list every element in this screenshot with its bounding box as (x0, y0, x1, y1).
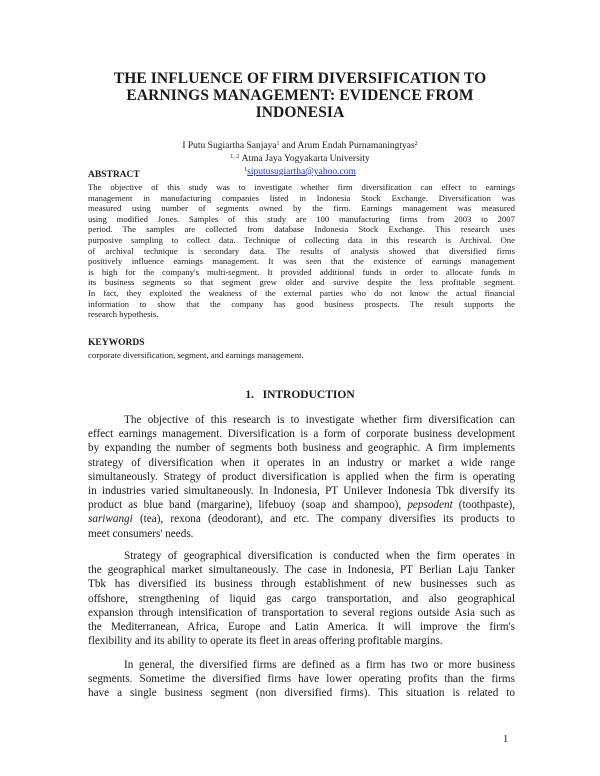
author-and: and (279, 141, 298, 151)
body-line: Tbk has diversified its business through establishment of new businesses such as (88, 578, 515, 591)
body-line: meet consumers' needs. (88, 527, 194, 540)
affiliation-sup: 1, 2 (230, 154, 240, 160)
body-line: expansion through intensification of transportation to several regions outside Asia such as (88, 606, 515, 619)
abstract-line: purposive sampling to collect data. Technique of collecting data in this research is Archival. One (88, 234, 515, 245)
abstract-line: period. The samples are collected from database Indonesia Stock Exchange. This research uses (88, 224, 515, 235)
body-text: (tea), rexona (deodorant), and etc. The company diversifies its products to (132, 513, 515, 526)
body-line: strategy of diversification when it operates in an industry or market a wide range (88, 456, 515, 469)
author-2: Arum Endah Purnamaningtyas (297, 141, 415, 151)
body-line: the Mediterranean, Africa, Europe and Latin America. It will improve the firm's (88, 621, 515, 634)
body-line: have a single business segment (non diversified firms). This situation is related to (88, 687, 515, 700)
body-line: segments. Sometime the diversified firms have lower operating profits than the firms (88, 673, 515, 686)
abstract-line: management in manufacturing companies listed in Indonesia Stock Exchange. Diversification was (88, 192, 515, 203)
author-2-sup: 2 (414, 141, 418, 147)
body-line: The objective of this research is to investigate whether firm diversification can (124, 414, 515, 426)
title-line: EARNINGS MANAGEMENT: EVIDENCE FROM (126, 87, 474, 104)
author-names (60, 139, 540, 152)
body-line: effect earnings management. Diversification is a form of corporate business development (88, 428, 515, 441)
abstract-line: measured using number of segments owned by the firm. Earnings management was measured (88, 203, 515, 214)
author-email-link[interactable]: siputusugiartha@yahoo.com (247, 167, 356, 177)
abstract-line: The objective of this study was to investigate whether firm diversification can effect to earnings (88, 182, 515, 192)
affiliation (60, 152, 540, 165)
body-line: the geographical market simultaneously. The case in Indonesia, PT Berlian Laju Tanker (88, 564, 515, 577)
body-text: product as blue band (margarine), lifebuoy (soap and shampoo), (88, 499, 402, 512)
body-line-mixed (88, 512, 515, 526)
brand-name-italic: pepsodent (407, 499, 453, 512)
paper-title (60, 70, 540, 121)
intro-paragraph-2 (88, 549, 515, 648)
body-line: in industries varied simultaneously. In Indonesia, PT Unilever Indonesia Tbk diversify its (88, 485, 515, 498)
affiliation-name: Atma Jaya Yogyakarta University (241, 154, 370, 164)
abstract-heading: ABSTRACT (88, 170, 140, 180)
abstract-line: research hypothesis. (88, 309, 159, 320)
brand-name-italic: sariwangi (88, 513, 133, 526)
abstract-line: In fact, they exploited the weakness of the external parties who do not know the actual financial (88, 287, 515, 298)
abstract-line: its business segments so that segment grew older and survive despite the less profitable segment. (88, 277, 515, 288)
abstract-line: positively influence earnings management. It was seen that the existence of earnings management (88, 256, 515, 267)
author-1-sup: 1 (276, 141, 280, 147)
body-line: simultaneously. Strategy of product diversification is applied when the firm is operating (88, 470, 515, 483)
section-heading-introduction: 1. INTRODUCTION (245, 389, 355, 401)
body-text: (toothpaste), (452, 499, 516, 512)
abstract-body (88, 182, 515, 320)
keywords-body (88, 350, 515, 361)
abstract-line: using modified Jones. Samples of this study are 100 manufacturing firms from 2003 to 2007 (88, 213, 515, 224)
body-line: In general, the diversified firms are defined as a firm has two or more business (124, 659, 515, 671)
body-line-mixed (88, 498, 515, 512)
page-number: 1 (503, 734, 509, 745)
body-line: Strategy of geographical diversification is conducted when the firm operates in (124, 550, 515, 562)
keywords-text: corporate diversification, segment, and earnings management. (88, 350, 304, 360)
title-line: INDONESIA (255, 104, 345, 121)
body-line: flexibility and its ability to operate its fleet in areas offering profitable margins. (88, 635, 443, 648)
title-line: THE INFLUENCE OF FIRM DIVERSIFICATION TO (113, 70, 487, 87)
abstract-line: is high for the company's multi-segment. It provided additional funds in order to allocate funds in (88, 266, 515, 277)
abstract-line: information to show that the company has good business prospects. The result supports the (88, 298, 515, 309)
intro-paragraph-3 (88, 658, 515, 701)
body-line: by expanding the number of segments both business and geographic. A firm implements (88, 442, 515, 455)
abstract-line: of archival technique is secondary data. The results of analysis showed that diversified firms (88, 245, 515, 256)
author-1: I Putu Sugiartha Sanjaya (182, 141, 277, 151)
keywords-heading: KEYWORDS (88, 338, 145, 348)
email-sup: 1 (244, 167, 248, 173)
body-line: offshore, strengthening of liquid gas cargo transportation, and also geographical (88, 592, 515, 605)
intro-paragraph-1 (88, 413, 515, 541)
